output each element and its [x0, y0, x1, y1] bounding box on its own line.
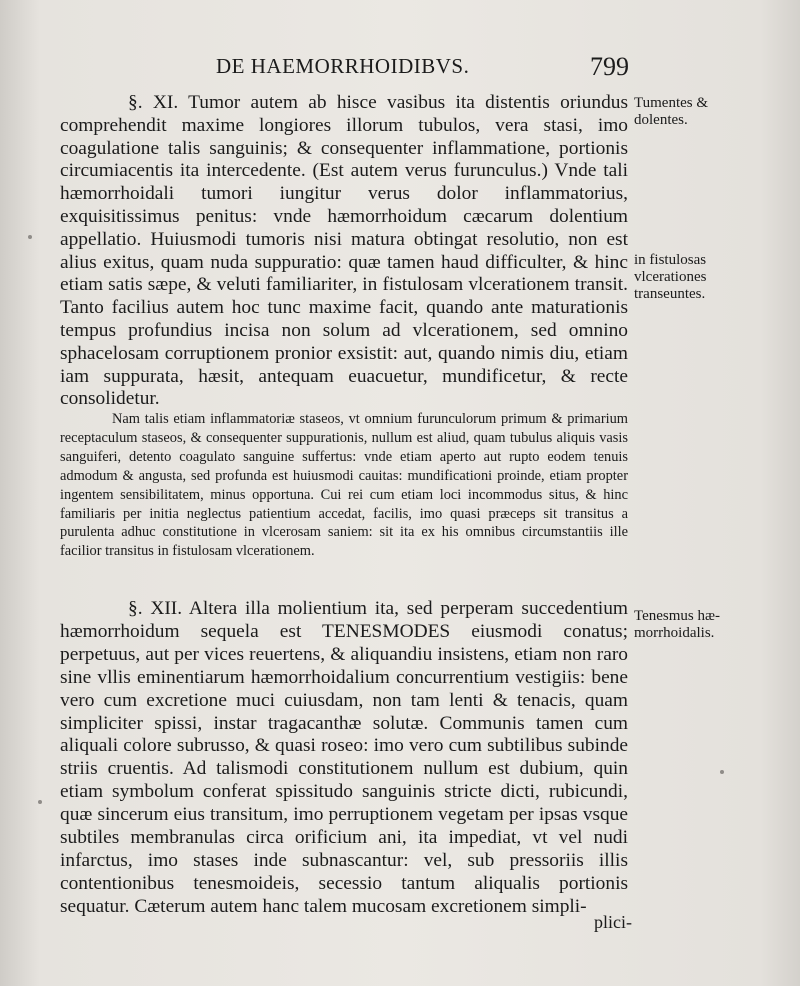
section-xii-text: Altera illa molientium ita, sed perperam succedentium hæmorrhoidum sequela est TENESMODES eiusmodi conatus; perpetuus, aut per vices reuertens, & aliquandiu insistens, etiam non raro sine vllis eminentiarum hæmorrhoidalium concurrentium vestigiis: bene vero cum excretione muci cuiusdam, non tam lenti & tenacis, quam simpliciter spissi, instar tragacanthæ solutæ. Communis tamen cum aliquali colore subrusso, & quasi roseo: imo vero cum subtilibus subinde striis cruentis. Ad talismodi constitutionem nullum est dubium, quin etiam symbolum conferat spissitudo sanguinis stricte dicti, rubicundi, quæ sincerum eius transitum, imo perruptionem vegetam per ipsas vsque subtiles membranulas circa orificium ani, ita impediat, vt vel nudi infarctus, imo stases inde subnascantur: vel, sub pressoriis illis contentionibus tenesmoideis, secessio tantum aliqualis portionis sequatur. Cæterum autem hanc talem mucosam excretionem simpli- [60, 598, 629, 917]
section-xi [60, 92, 628, 411]
marginal-line: Tenesmus hæ- [634, 608, 721, 624]
marginal-line: morrhoidalis. [634, 625, 715, 641]
section-xii-paragraph [60, 598, 628, 919]
scan-speck [28, 235, 32, 239]
scan-speck [38, 800, 42, 804]
marginal-line: dolentes. [634, 112, 688, 128]
catchword: plici- [594, 912, 632, 932]
section-xii [60, 598, 628, 919]
scan-speck [720, 770, 724, 774]
marginal-line: transeuntes. [634, 286, 706, 302]
page-header [0, 54, 800, 84]
section-xi-paragraph [60, 92, 628, 411]
page-number: 799 [590, 52, 629, 81]
marginal-line: Tumentes & [634, 95, 709, 111]
marginal-line: in fistulosas [634, 252, 707, 268]
footnote-text: Nam talis etiam inflammatoriæ staseos, vt omnium furunculorum primum & primarium receptaculum staseos, & consequenter suppurationis, nullum est aliud, quam tubulus aliquis vasis sanguiferi, detento coagulato sanguine suffertus: vnde etiam aperto aut rupto eodem tenuis admodum & angusta, sed profunda est huiusmodi cauitas: mundificationi proinde, etiam propter ingentem sensibilitatem, minus opportuna. Cui rei cum etiam loci incommodus situs, & hinc familiaris per initia neglectus patientium accedat, facilis, imo quasi præceps sit transitus a purulenta adhuc constitutione in vlcerosam saniem: sit ita ex his omnibus circumstantiis ille facilior transitus in fistulosam vlcerationem. [60, 411, 628, 560]
section-xi-text: Tumor autem ab hisce vasibus ita distentis oriundus comprehendit maxime longiores illorum tubulos, vera stasi, imo coagulatione talis sanguinis; & consequenter inflammatione, portionis circumiacentis ita intercedente. (Est autem verus furunculus.) Vnde tali hæmorrhoidali tumori iungitur verus dolor inflammatorius, exquisitissimus penitus: vnde hæmorrhoidum cæcarum dolentium appellatio. Huiusmodi tumoris nisi matura obtingat resolutio, non est alius exitus, quam nuda suppuratio: quæ tamen haud difficulter, & hinc etiam satis sæpe, & veluti familiariter, in fistulosam vlcerationem transit. Tanto facilius autem hoc tunc maxime facit, quando ante maturationis tempus profundius incisa non solum ad vlcerationem, sed omnino sphacelosam corruptionem pronior exsistit: aut, quando nimis diu, etiam iam suppurata, hæsit, antequam euacuetur, mundificetur, & recte consolidetur. [60, 92, 629, 410]
marginal-line: vlcerationes [634, 269, 707, 285]
section-xii-number: §. XII. [128, 598, 183, 619]
running-title: DE HAEMORRHOIDIBVS. [216, 54, 470, 78]
marginal-note-fistulosas [634, 252, 794, 303]
footnote-block [60, 410, 628, 561]
marginal-note-tumentes [634, 95, 794, 129]
marginal-note-tenesmus [634, 608, 794, 642]
section-xi-number: §. XI. [128, 92, 179, 113]
